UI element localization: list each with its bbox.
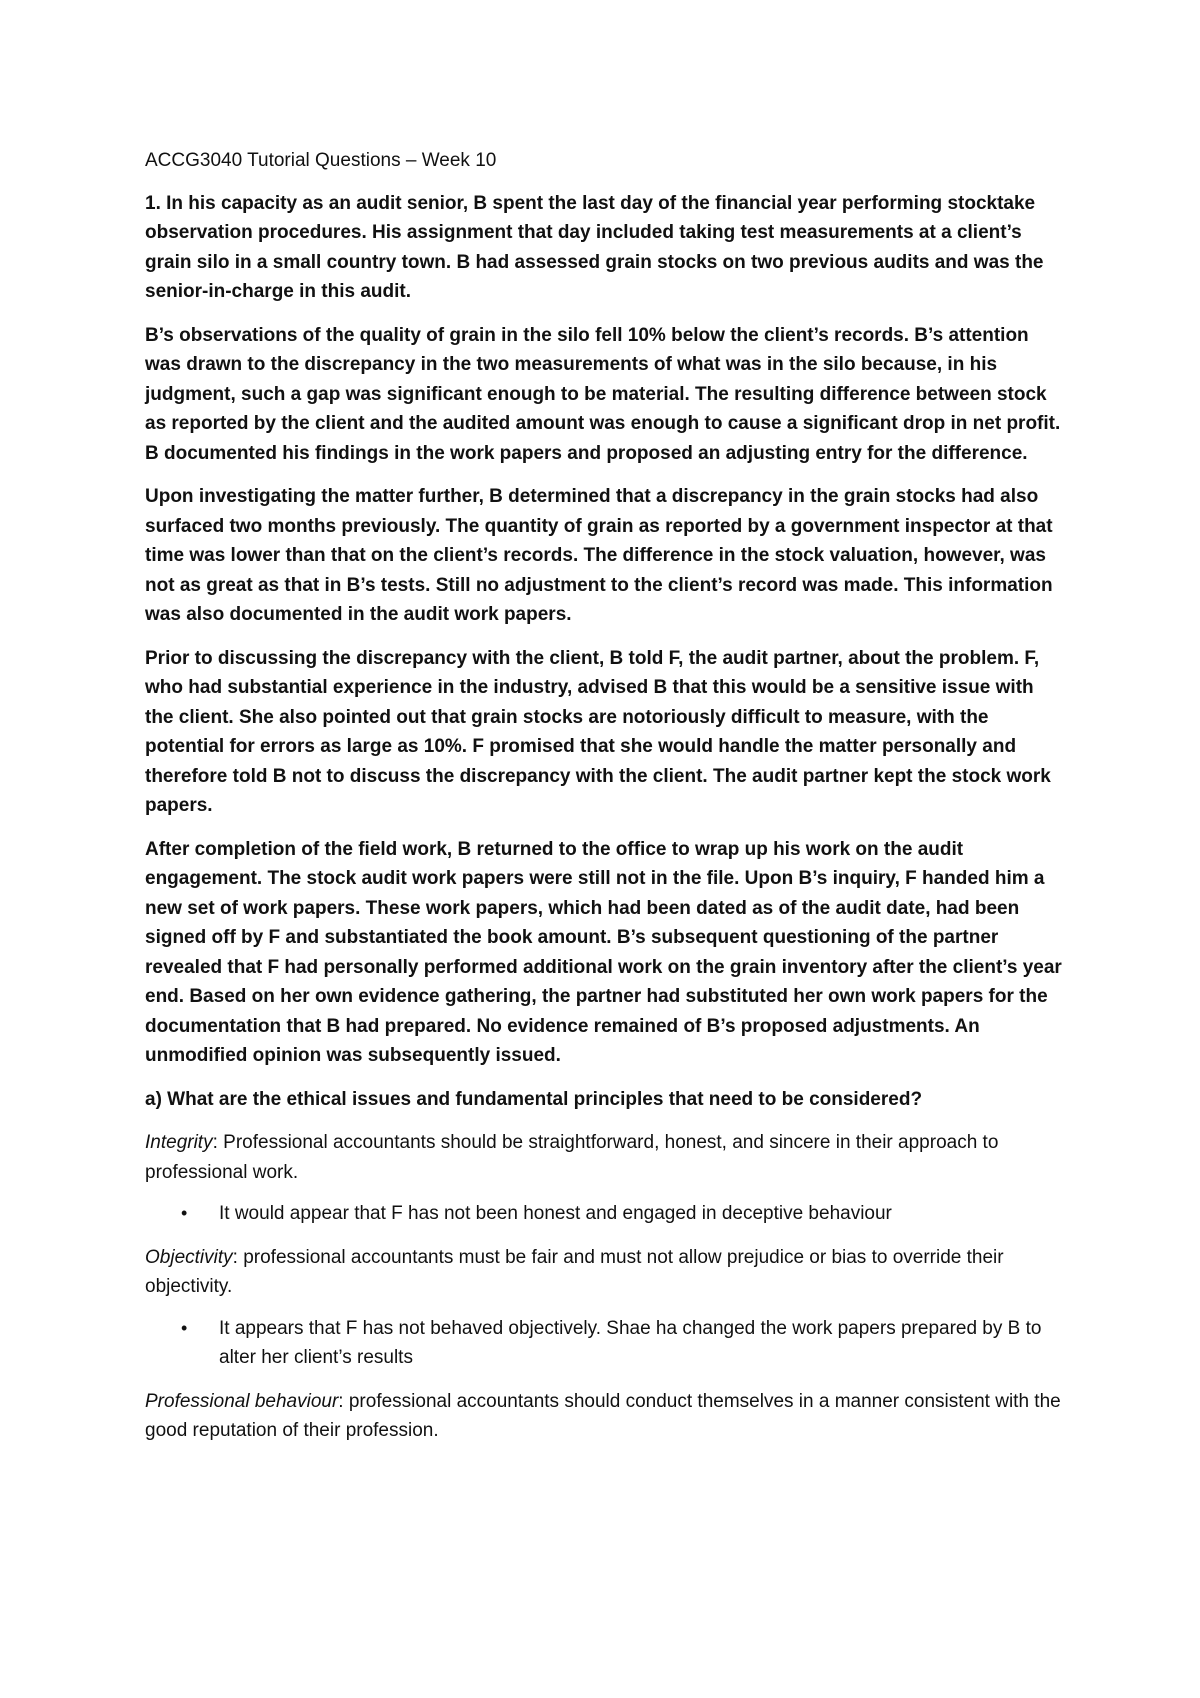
bullet-item xyxy=(145,1199,1065,1229)
bullet-text: It appears that F has not behaved objectively. Shae ha changed the work papers prepared by B to alter her client’s results xyxy=(219,1317,1042,1368)
bullet-icon: • xyxy=(181,1317,188,1338)
principle-term: Integrity xyxy=(145,1132,213,1153)
case-paragraph: After completion of the field work, B returned to the office to wrap up his work on the audit engagement. The stock audit work papers were still not in the file. Upon B’s inquiry, F handed him a new set of work papers. These work papers, which had been dated as of the audit date, had been signed off by F and substantiated the book amount. B’s subsequent questioning of the partner revealed that F had personally performed additional work on the grain inventory after the client’s year end. Based on her own evidence gathering, the partner had substituted her own work papers for the documentation that B had prepared. No evidence remained of B’s proposed adjustments. An unmodified opinion was subsequently issued. xyxy=(145,838,1062,1066)
bullet-text: It would appear that F has not been honest and engaged in deceptive behaviour xyxy=(219,1203,892,1224)
principle-objectivity xyxy=(145,1243,1065,1302)
document-content xyxy=(145,146,1065,1458)
bullet-icon: • xyxy=(181,1203,188,1223)
principle-integrity xyxy=(145,1128,1065,1187)
bullet-item xyxy=(145,1314,1065,1373)
integrity-bullet-list xyxy=(145,1199,1065,1229)
case-paragraph: B’s observations of the quality of grain in the silo fell 10% below the client’s records. B’s attention was drawn to the discrepancy in the two measurements of what was in the silo because, in his judgment, such a gap was significant enough to be material. The resulting difference between stock as reported by the client and the audited amount was enough to cause a significant drop in net profit. B documented his findings in the work papers and proposed an adjusting entry for the difference. xyxy=(145,324,1061,464)
case-paragraph: Prior to discussing the discrepancy with the client, B told F, the audit partner, about the problem. F, who had substantial experience in the industry, advised B that this would be a sensitive issue with the client. She also pointed out that grain stocks are notoriously difficult to measure, with the potential for errors as large as 10%. F promised that she would handle the matter personally and therefore told B not to discuss the discrepancy with the client. The audit partner kept the stock work papers. xyxy=(145,647,1051,816)
objectivity-bullet-list xyxy=(145,1314,1065,1373)
principle-term: Objectivity xyxy=(145,1246,233,1268)
principle-definition: : professional accountants must be fair and must not allow prejudice or bias to override their objectivity. xyxy=(145,1246,1004,1297)
principle-professional-behaviour xyxy=(145,1387,1065,1446)
case-paragraph: 1. In his capacity as an audit senior, B spent the last day of the financial year performing stocktake observation procedures. His assignment that day included taking test measurements at a client’s grain silo in a small country town. B had assessed grain stocks on two previous audits and was the senior-in-charge in this audit. xyxy=(145,192,1044,302)
principle-term: Professional behaviour xyxy=(145,1390,339,1412)
principle-definition: : Professional accountants should be straightforward, honest, and sincere in their approach to professional work. xyxy=(145,1132,999,1183)
document-title: ACCG3040 Tutorial Questions – Week 10 xyxy=(145,150,497,171)
case-paragraph: Upon investigating the matter further, B determined that a discrepancy in the grain stocks had also surfaced two months previously. The quantity of grain as reported by a government inspector at that time was lower than that on the client’s records. The difference in the stock valuation, however, was not as great as that in B’s tests. Still no adjustment to the client’s record was made. This information was also documented in the audit work papers. xyxy=(145,486,1053,625)
question-a-heading: a) What are the ethical issues and fundamental principles that need to be considered? xyxy=(145,1088,923,1110)
principle-definition: : professional accountants should conduct themselves in a manner consistent with the good reputation of their profession. xyxy=(145,1390,1061,1441)
